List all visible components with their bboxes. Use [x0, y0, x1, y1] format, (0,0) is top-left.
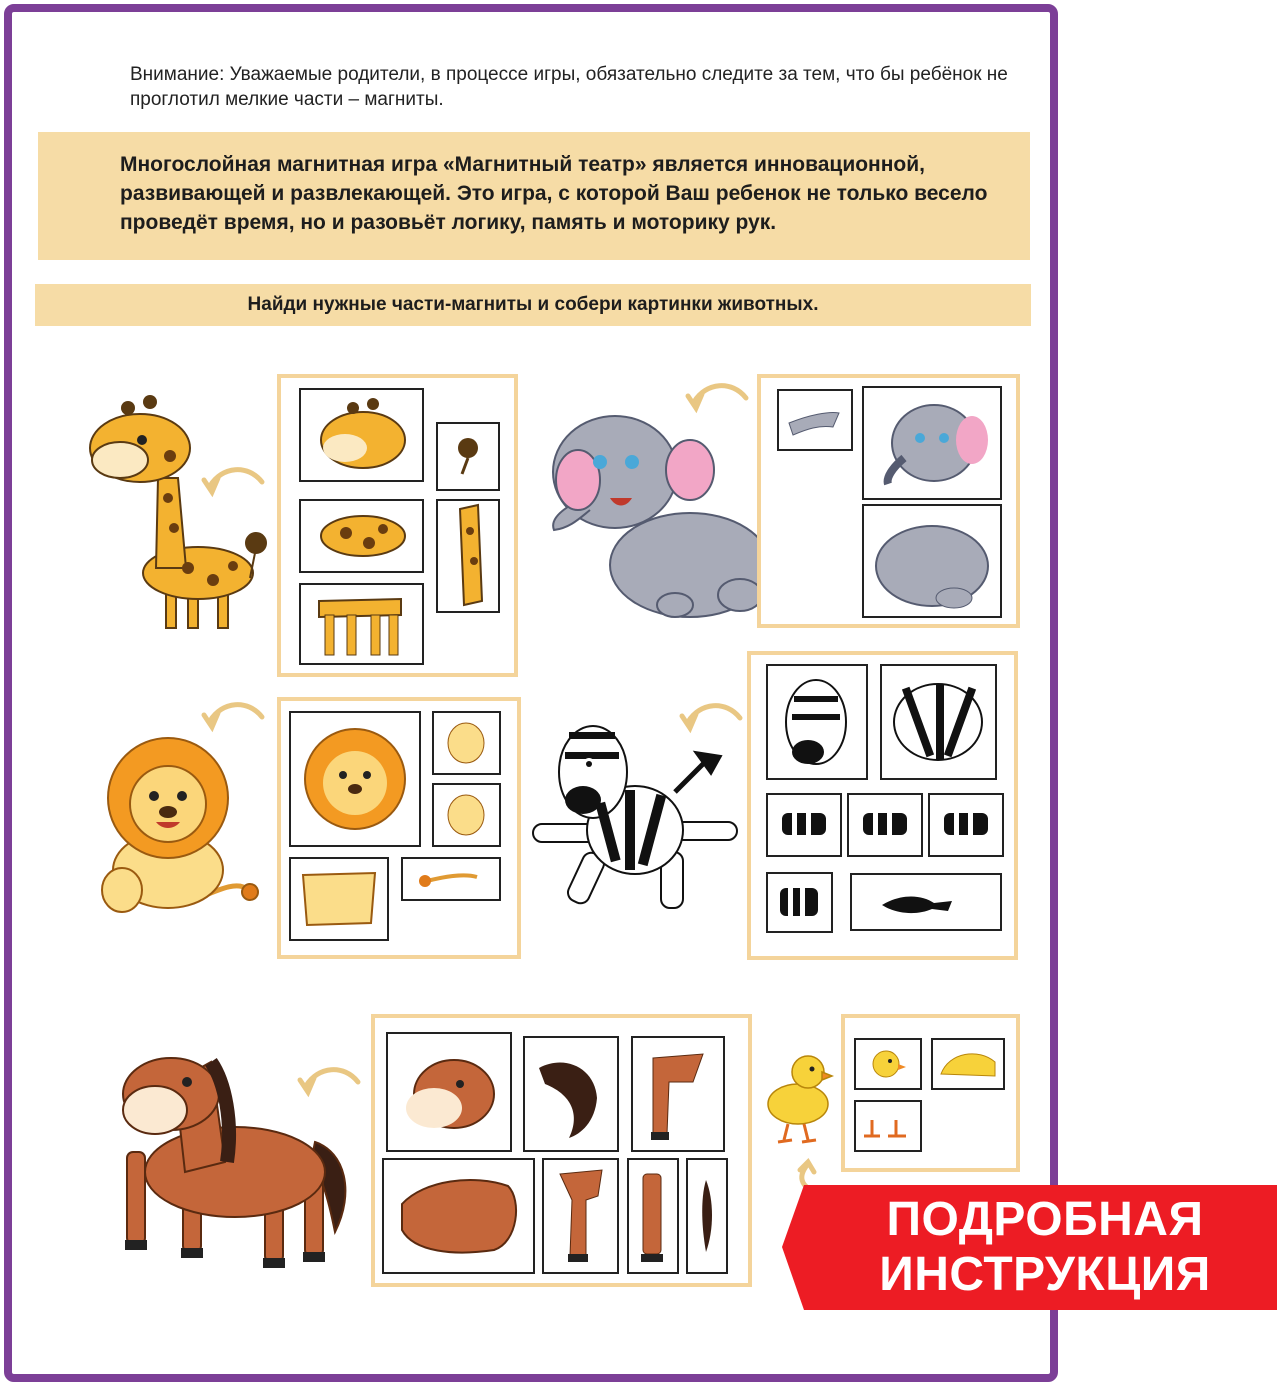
giraffe-tail-piece[interactable] [436, 422, 500, 491]
horse-tail-piece[interactable] [686, 1158, 728, 1274]
zebra-leg-piece-4[interactable] [766, 872, 833, 933]
task-text: Найди нужные части-магниты и собери картинки животных. [247, 294, 819, 315]
lion-paw-piece-1[interactable] [432, 711, 501, 775]
lion-head-piece[interactable] [289, 711, 421, 847]
promo-text[interactable] [830, 1192, 1260, 1302]
giraffe-body-piece[interactable] [299, 499, 424, 573]
zebra-pieces-panel [747, 651, 1018, 960]
elephant-pieces-panel [757, 374, 1020, 628]
lion-pieces-panel [277, 697, 521, 959]
giraffe-illustration [78, 388, 268, 650]
lion-tail-piece[interactable] [401, 857, 501, 901]
horse-pieces-panel [371, 1014, 752, 1287]
giraffe-pieces-panel [277, 374, 518, 677]
parents-warning: Внимание: Уважаемые родители, в процессе игры, обязательно следите за тем, что бы ребёнок не проглотил мелкие части – магниты. [130, 64, 1008, 110]
horse-illustration [115, 1022, 365, 1277]
horse-mane-piece[interactable] [523, 1036, 619, 1152]
elephant-head-piece[interactable] [862, 386, 1002, 500]
zebra-leg-piece-3[interactable] [928, 793, 1004, 857]
giraffe-neck-piece[interactable] [436, 499, 500, 613]
task-box [35, 284, 1031, 326]
zebra-leg-piece-2[interactable] [847, 793, 923, 857]
horse-head-piece[interactable] [386, 1032, 512, 1152]
chick-illustration [764, 1052, 834, 1147]
zebra-tail-piece[interactable] [850, 873, 1002, 931]
chick-pieces-panel [841, 1014, 1020, 1172]
elephant-body-piece[interactable] [862, 504, 1002, 618]
lion-illustration [98, 730, 260, 925]
zebra-leg-piece-1[interactable] [766, 793, 842, 857]
horse-leg-piece-2[interactable] [542, 1158, 619, 1274]
giraffe-head-piece[interactable] [299, 388, 424, 482]
promo-line-2: ИНСТРУКЦИЯ [879, 1248, 1211, 1301]
zebra-body-piece[interactable] [880, 664, 997, 780]
horse-leg-piece-3[interactable] [627, 1158, 679, 1274]
intro-box [38, 132, 1030, 260]
promo-line-1: ПОДРОБНАЯ [886, 1193, 1204, 1246]
lion-body-piece[interactable] [289, 857, 389, 941]
zebra-illustration [525, 712, 743, 917]
chick-body-piece[interactable] [931, 1038, 1005, 1090]
lion-paw-piece-2[interactable] [432, 783, 501, 847]
horse-body-piece[interactable] [382, 1158, 535, 1274]
lion-arrow-icon [200, 697, 266, 733]
giraffe-arrow-icon [200, 462, 266, 498]
elephant-tail-piece[interactable] [777, 389, 853, 451]
chick-feet-piece[interactable] [854, 1100, 922, 1152]
intro-text: Многослойная магнитная игра «Магнитный театр» является инновационной, развивающей и развлекающей. Это игра, с которой Ваш ребенок не только весело проведёт время, но и разовьёт логику, память и моторику рук. [120, 153, 988, 234]
giraffe-legs-piece[interactable] [299, 583, 424, 665]
chick-head-piece[interactable] [854, 1038, 922, 1090]
zebra-head-piece[interactable] [766, 664, 868, 780]
horse-leg-piece-1[interactable] [631, 1036, 725, 1152]
